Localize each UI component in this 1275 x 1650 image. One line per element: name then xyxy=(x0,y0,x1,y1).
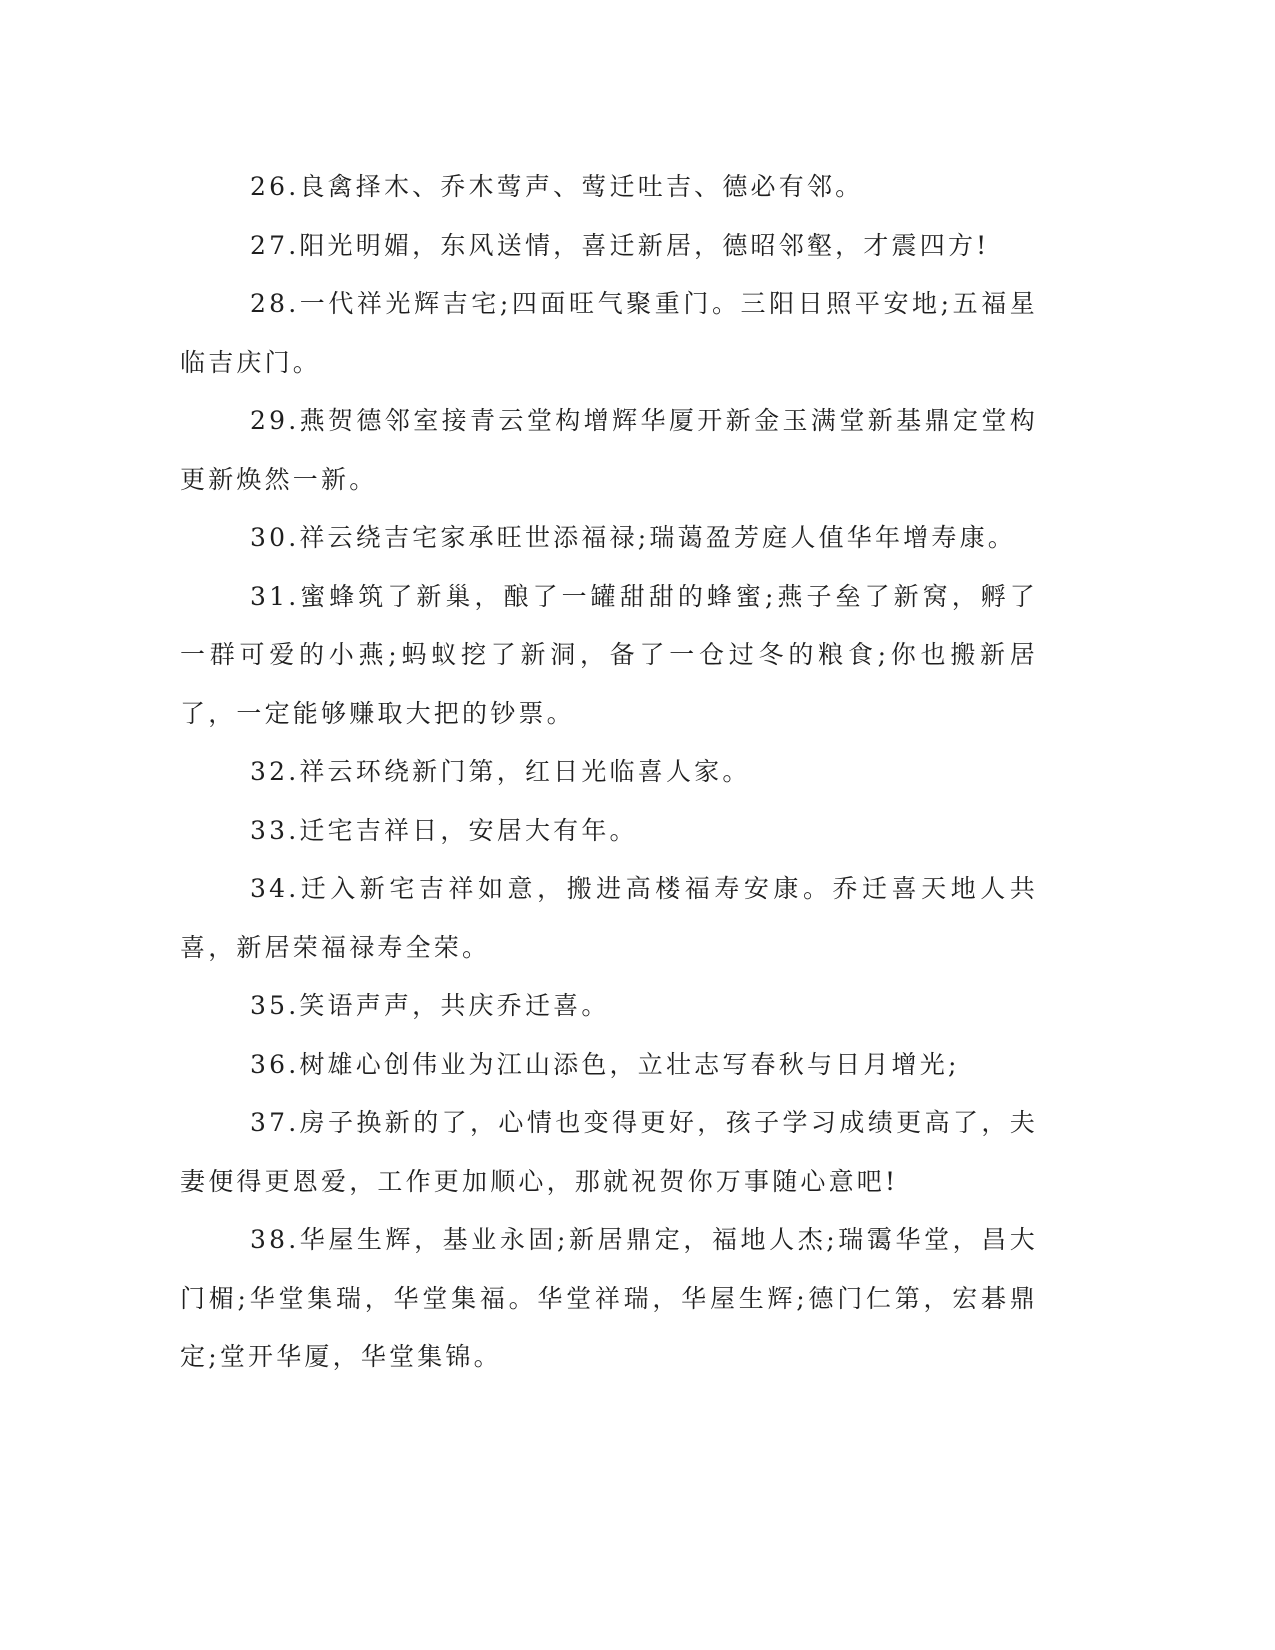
paragraph-34: 34.迁入新宅吉祥如意，搬进高楼福寿安康。乔迁喜天地人共喜，新居荣福禄寿全荣。 xyxy=(180,874,1038,962)
paragraph-38: 38.华屋生辉，基业永固;新居鼎定，福地人杰;瑞霭华堂，昌大门楣;华堂集瑞，华堂集福。华堂祥瑞，华屋生辉;德门仁第，宏碁鼎定;堂开华厦，华堂集锦。 xyxy=(180,1225,1038,1371)
paragraph-36: 36.树雄心创伟业为江山添色，立壮志写春秋与日月增光; xyxy=(250,1049,960,1079)
paragraph-27: 27.阳光明媚，东风送情，喜迁新居，德昭邻壑，才震四方! xyxy=(250,230,990,260)
paragraph-35: 35.笑语声声，共庆乔迁喜。 xyxy=(250,991,610,1020)
paragraph-32: 32.祥云环绕新门第，红日光临喜人家。 xyxy=(250,757,751,786)
paragraph-30: 30.祥云绕吉宅家承旺世添福禄;瑞蔼盈芳庭人值华年增寿康。 xyxy=(250,523,1016,552)
paragraph-28: 28.一代祥光辉吉宅;四面旺气聚重门。三阳日照平安地;五福星临吉庆门。 xyxy=(180,289,1038,377)
document-body xyxy=(180,158,1038,1387)
paragraph-29: 29.燕贺德邻室接青云堂构增辉华厦开新金玉满堂新基鼎定堂构更新焕然一新。 xyxy=(180,406,1038,494)
paragraph-37: 37.房子换新的了，心情也变得更好，孩子学习成绩更高了，夫妻便得更恩爱，工作更加顺心，那就祝贺你万事随心意吧! xyxy=(180,1108,1038,1196)
paragraph-31: 31.蜜蜂筑了新巢，酿了一罐甜甜的蜂蜜;燕子垒了新窝，孵了一群可爱的小燕;蚂蚁挖了新洞，备了一仓过冬的粮食;你也搬新居了，一定能够赚取大把的钞票。 xyxy=(180,581,1038,728)
paragraph-26: 26.良禽择木、乔木莺声、莺迁吐吉、德必有邻。 xyxy=(250,172,864,201)
paragraph-33: 33.迁宅吉祥日，安居大有年。 xyxy=(250,815,638,845)
